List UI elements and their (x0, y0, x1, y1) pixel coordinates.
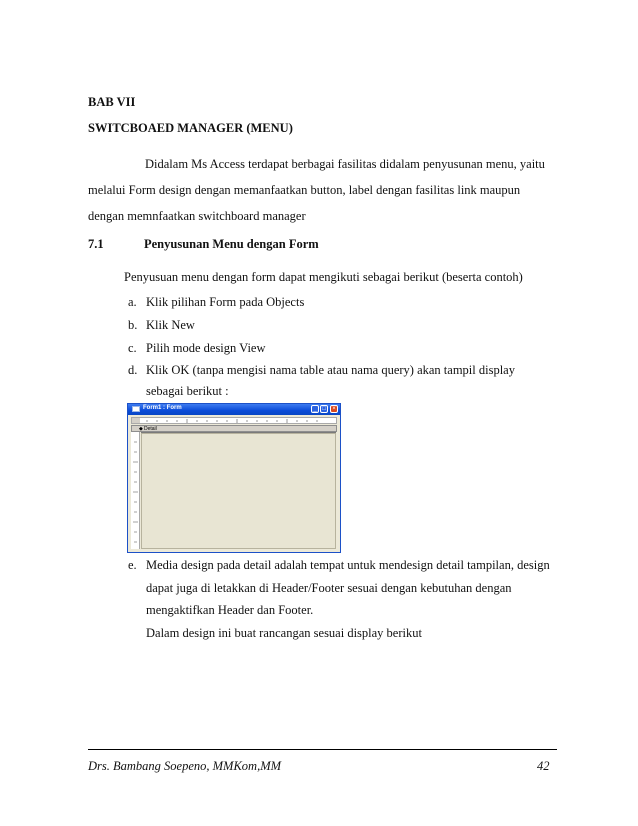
footer-author: Drs. Bambang Soepeno, MMKom,MM (88, 759, 282, 773)
section-number: 7.1 (88, 237, 104, 251)
detail-section-label: Detail (144, 426, 157, 432)
step-text-d: Klik OK (tanpa mengisi nama table atau nama query) akan tampil display (146, 363, 515, 377)
vertical-ruler (131, 432, 140, 549)
detail-design-grid (141, 433, 336, 549)
intro-line-3: dengan memnfaatkan switchboard manager (88, 209, 306, 223)
window-titlebar (128, 404, 340, 415)
step-marker-d: d. (128, 363, 138, 377)
ruler-ticks (142, 419, 332, 423)
vertical-ruler-ticks (131, 432, 139, 550)
step-marker-a: a. (128, 295, 137, 309)
form-design-screenshot (127, 403, 341, 553)
form-icon (132, 406, 140, 412)
detail-section-bar (131, 425, 337, 432)
intro-line-1: Didalam Ms Access terdapat berbagai fasilitas didalam penyusunan menu, yaitu (145, 157, 545, 171)
step-text-d-cont: sebagai berikut : (146, 384, 229, 398)
minimize-icon: _ (311, 405, 319, 413)
page-number: 42 (537, 759, 550, 773)
maximize-icon: □ (320, 405, 328, 413)
step-text-a: Klik pilihan Form pada Objects (146, 295, 305, 309)
step-marker-c: c. (128, 341, 137, 355)
intro-line-2: melalui Form design dengan memanfaatkan button, label dengan fasilitas link maupun (88, 183, 521, 197)
step-text-e-cont-2: mengaktifkan Header dan Footer. (146, 603, 314, 617)
step-text-b: Klik New (146, 318, 195, 332)
step-text-e: Media design pada detail adalah tempat untuk mendesign detail tampilan, design (146, 558, 550, 572)
chapter-number: BAB VII (88, 95, 136, 109)
horizontal-ruler (131, 417, 337, 424)
step-text-e-cont-1: dapat juga di letakkan di Header/Footer sesuai dengan kebutuhan dengan (146, 581, 512, 595)
step-text-e-cont-3: Dalam design ini buat rancangan sesuai display berikut (146, 626, 422, 640)
footer-rule (88, 749, 557, 750)
chapter-title: SWITCBOAED MANAGER (MENU) (88, 121, 293, 135)
detail-arrow-icon: ◆ (139, 427, 143, 432)
section-title: Penyusunan Menu dengan Form (144, 237, 319, 251)
window-title: Form1 : Form (143, 405, 182, 411)
steps-intro: Penyusuan menu dengan form dapat mengikuti sebagai berikut (beserta contoh) (124, 270, 523, 284)
step-marker-e: e. (128, 558, 137, 572)
close-icon: × (330, 405, 338, 413)
step-marker-b: b. (128, 318, 138, 332)
step-text-c: Pilih mode design View (146, 341, 266, 355)
ruler-corner (132, 418, 140, 423)
